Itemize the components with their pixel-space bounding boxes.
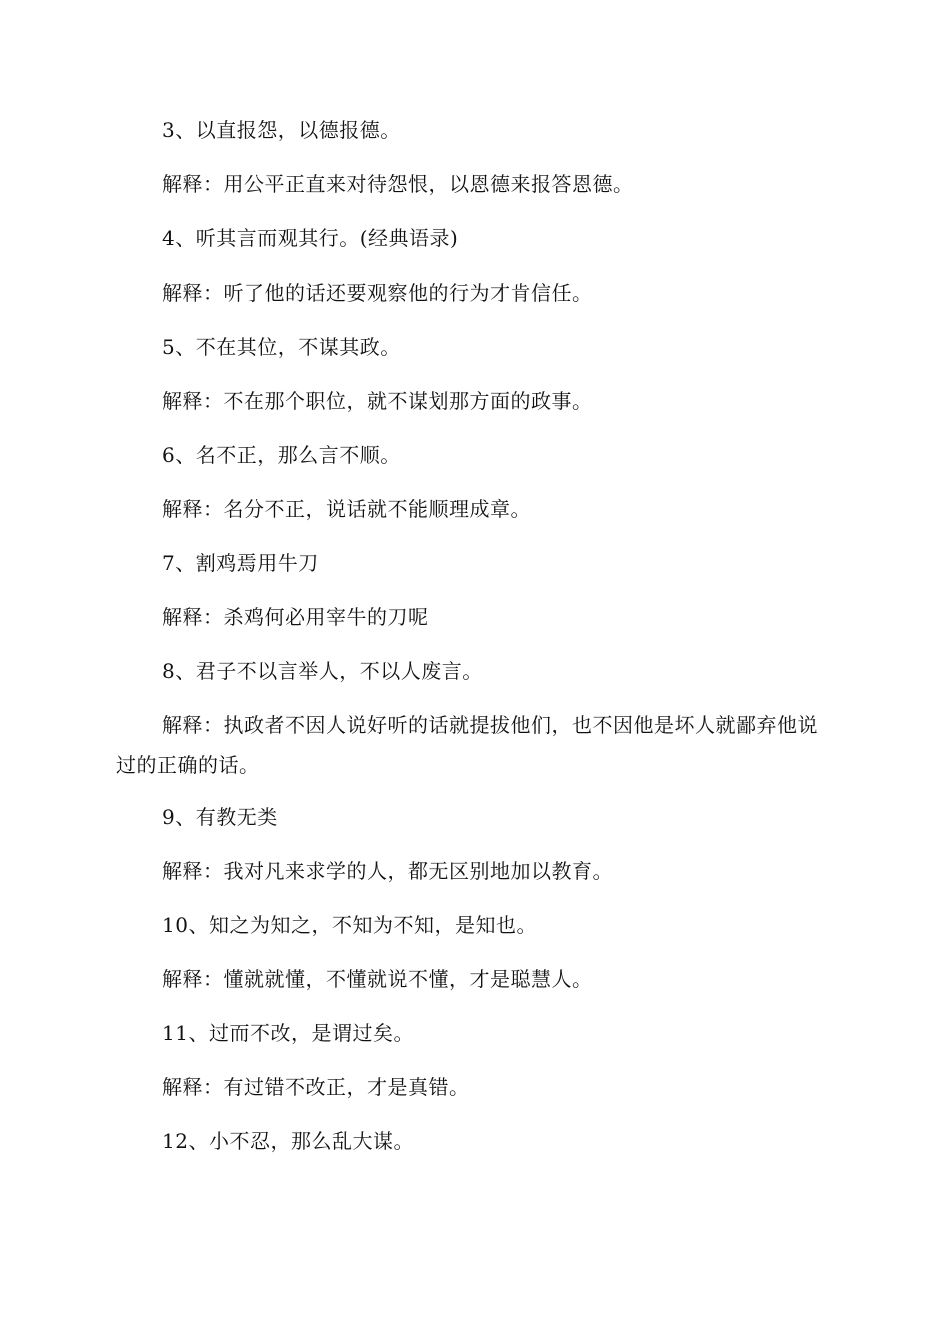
quote-11: 11、过而不改，是谓过矣。 [162,1021,414,1045]
explanation-9: 解释：我对凡来求学的人，都无区别地加以教育。 [162,859,613,883]
quote-7: 7、割鸡焉用牛刀 [162,551,319,575]
quote-3: 3、以直报怨，以德报德。 [162,118,401,142]
explanation-3: 解释：用公平正直来对待怨恨，以恩德来报答恩德。 [162,172,634,196]
quote-6: 6、名不正，那么言不顺。 [162,443,401,467]
explanation-4: 解释：听了他的话还要观察他的行为才肯信任。 [162,281,593,305]
quote-10: 10、知之为知之，不知为不知，是知也。 [162,913,537,937]
quote-12: 12、小不忍，那么乱大谋。 [162,1129,414,1153]
quote-8: 8、君子不以言举人，不以人废言。 [162,659,483,683]
explanation-7: 解释：杀鸡何必用宰牛的刀呢 [162,605,429,629]
quote-9: 9、有教无类 [162,805,278,829]
explanation-10: 解释：懂就就懂，不懂就说不懂，才是聪慧人。 [162,967,593,991]
quote-5: 5、不在其位，不谋其政。 [162,335,401,359]
explanation-8: 解释：执政者不因人说好听的话就提拔他们，也不因他是坏人就鄙弃他说过的正确的话。 [116,713,818,777]
explanation-11: 解释：有过错不改正，才是真错。 [162,1075,470,1099]
explanation-6: 解释：名分不正，说话就不能顺理成章。 [162,497,531,521]
explanation-5: 解释：不在那个职位，就不谋划那方面的政事。 [162,389,593,413]
quote-4: 4、听其言而观其行。(经典语录) [162,226,459,250]
